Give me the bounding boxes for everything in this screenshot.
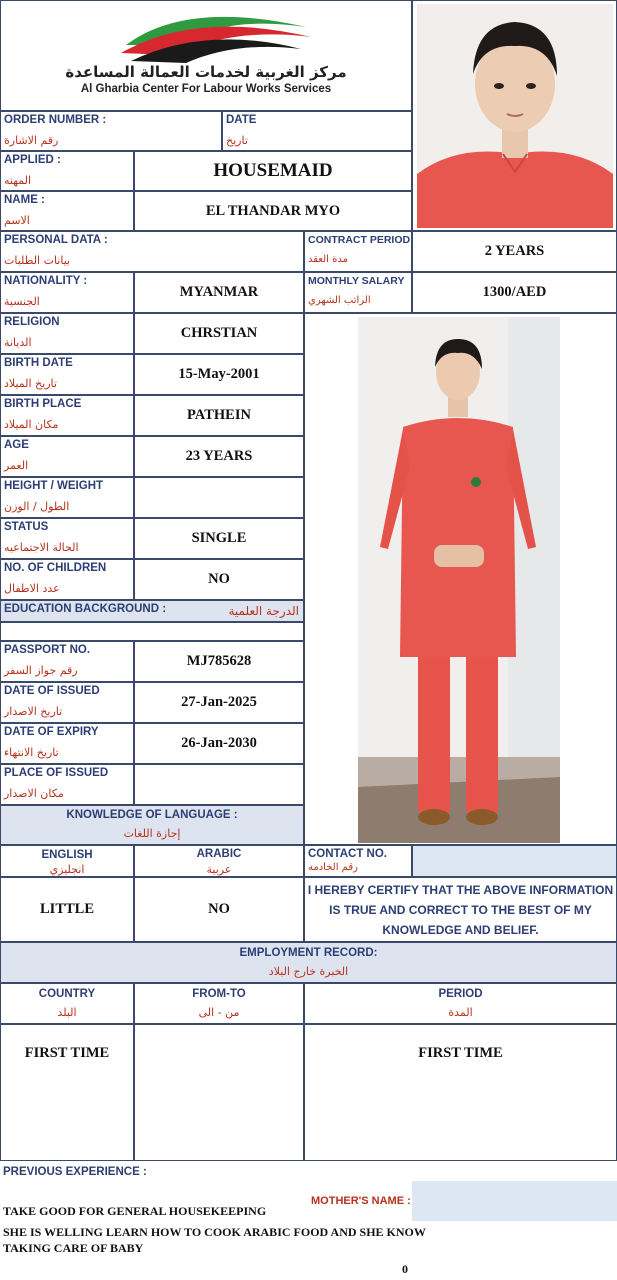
name-label-ar: الاسم <box>4 214 30 227</box>
age-value: 23 YEARS <box>185 448 253 464</box>
passport-label-cell <box>0 641 134 682</box>
mother-name-value <box>412 1181 617 1221</box>
order-number-label-ar: رقم الاشارة <box>4 134 59 147</box>
birth-place-label-ar: مكان الميلاد <box>4 418 59 431</box>
personal-data-cell <box>0 231 304 272</box>
previous-line-2: SHE IS WELLING LEARN HOW TO COOK ARABIC FOOD AND SHE KNOW <box>3 1225 426 1239</box>
employment-label: EMPLOYMENT RECORD: <box>239 947 378 959</box>
passport-label: PASSPORT NO. <box>4 644 91 656</box>
status-label-ar: الحالة الاجتماعيه <box>4 541 79 554</box>
period-label: PERIOD <box>438 988 483 1000</box>
period-value-cell <box>304 1024 617 1161</box>
english-label-ar: انجليزي <box>49 863 85 876</box>
birth-date-label: BIRTH DATE <box>4 357 73 369</box>
order-number-cell <box>0 111 222 151</box>
age-label-cell <box>0 436 134 477</box>
issued-label-ar: تاريخ الاصدار <box>4 705 63 718</box>
country-header-cell <box>0 983 134 1024</box>
place-issued-label-ar: مكان الاصدار <box>4 787 64 800</box>
place-issued-label-cell <box>0 764 134 805</box>
nationality-label: NATIONALITY : <box>4 275 88 287</box>
applied-value: HOUSEMAID <box>213 160 333 181</box>
fromto-header-cell <box>134 983 304 1024</box>
height-label-cell <box>0 477 134 518</box>
children-label-cell <box>0 559 134 600</box>
arabic-value: NO <box>208 901 230 917</box>
passport-value-cell <box>134 641 304 682</box>
issued-value: 27-Jan-2025 <box>181 694 257 710</box>
arabic-label: ARABIC <box>196 848 242 860</box>
birth-place-value: PATHEIN <box>187 407 251 423</box>
status-label-cell <box>0 518 134 559</box>
org-name-english: Al Gharbia Center For Labour Works Services <box>80 83 332 95</box>
children-label: NO. OF CHILDREN <box>4 562 107 574</box>
birth-place-label: BIRTH PLACE <box>4 398 82 410</box>
period-value: FIRST TIME <box>418 1045 503 1061</box>
salary-label: MONTHLY SALARY <box>308 275 405 287</box>
salary-label-cell <box>304 272 412 313</box>
nationality-value-cell <box>134 272 304 313</box>
religion-label: RELIGION <box>4 316 60 328</box>
name-value: EL THANDAR MYO <box>205 202 341 219</box>
height-label-ar: الطول / الوزن <box>4 500 70 513</box>
previous-experience-label: PREVIOUS EXPERIENCE : <box>3 1166 147 1178</box>
order-number-value <box>1 112 221 150</box>
expiry-label-ar: تاريخ الانتهاء <box>4 746 59 759</box>
birth-date-label-ar: تاريخ الميلاد <box>4 377 57 390</box>
issued-label-cell <box>0 682 134 723</box>
contact-value-cell <box>412 845 617 877</box>
name-label-cell <box>0 191 134 231</box>
passport-value: MJ785628 <box>186 653 252 669</box>
place-issued-label: PLACE OF ISSUED <box>4 767 109 779</box>
country-value-cell <box>0 1024 134 1161</box>
full-body-photo <box>358 317 560 843</box>
period-header-cell <box>304 983 617 1024</box>
previous-line-1: TAKE GOOD FOR GENERAL HOUSEKEEPING <box>3 1204 267 1218</box>
issued-label: DATE OF ISSUED <box>4 685 100 697</box>
education-label-ar: الدرجة العلمية <box>228 604 299 618</box>
english-header-cell <box>0 845 134 877</box>
applied-label: APPLIED : <box>4 154 61 166</box>
passport-label-ar: رقم جواز السفر <box>4 664 78 677</box>
contract-value: 2 YEARS <box>484 243 545 259</box>
fromto-label: FROM-TO <box>192 988 246 1000</box>
expiry-label-cell <box>0 723 134 764</box>
org-name-arabic: مركز الغربية لخدمات العمالة المساعدة <box>65 63 347 81</box>
education-header-cell <box>0 600 304 622</box>
arabic-value-cell <box>134 877 304 942</box>
status-value-cell <box>134 518 304 559</box>
portrait-photo-cell <box>412 0 617 231</box>
religion-value: CHRSTIAN <box>180 325 258 341</box>
expiry-value-cell <box>134 723 304 764</box>
certify-line-1: I HEREBY CERTIFY THAT THE ABOVE INFORMATION <box>307 883 614 897</box>
previous-line-3: TAKING CARE OF BABY <box>3 1241 144 1255</box>
date-value <box>223 112 411 150</box>
full-body-photo-cell <box>304 313 617 845</box>
contract-label-ar: مدة العقد <box>308 254 348 265</box>
language-label: KNOWLEDGE OF LANGUAGE : <box>66 809 238 821</box>
place-issued-value-cell <box>134 764 304 805</box>
fromto-value-cell <box>134 1024 304 1161</box>
employment-header-cell <box>0 942 617 983</box>
personal-data-label: PERSONAL DATA : <box>4 234 108 246</box>
language-label-ar: إجازة اللغات <box>123 827 181 840</box>
certify-line-3: KNOWLEDGE AND BELIEF. <box>382 923 539 937</box>
date-label: DATE <box>226 114 257 126</box>
birth-place-value-cell <box>134 395 304 436</box>
period-label-ar: المدة <box>448 1006 473 1019</box>
logo-flag-swoosh-icon <box>116 5 316 65</box>
mother-name-value-cell <box>412 1181 617 1221</box>
religion-label-cell <box>0 313 134 354</box>
header-logo-cell <box>0 0 412 111</box>
fromto-label-ar: من - الى <box>198 1006 240 1019</box>
children-label-ar: عدد الاطفال <box>4 582 60 595</box>
contract-value-cell <box>412 231 617 272</box>
english-value: LITTLE <box>40 901 94 917</box>
height-value <box>135 478 303 517</box>
contract-label-cell <box>304 231 412 272</box>
salary-value: 1300/AED <box>482 284 547 300</box>
personal-data-label-ar: بيانات الطلبات <box>4 254 71 267</box>
religion-label-ar: الديانة <box>4 336 32 349</box>
certify-line-2: IS TRUE AND CORRECT TO THE BEST OF MY <box>329 903 592 917</box>
arabic-header-cell <box>134 845 304 877</box>
nationality-label-ar: الجنسية <box>4 295 40 308</box>
age-label-ar: العمر <box>4 459 29 472</box>
age-value-cell <box>134 436 304 477</box>
country-label-ar: البلد <box>57 1006 77 1019</box>
height-label: HEIGHT / WEIGHT <box>4 480 104 492</box>
issued-value-cell <box>134 682 304 723</box>
name-value-cell <box>134 191 412 231</box>
contact-value <box>413 846 616 876</box>
mother-name-label: MOTHER'S NAME : <box>311 1195 411 1207</box>
footer-number: 0 <box>402 1262 408 1276</box>
name-label: NAME : <box>4 194 45 206</box>
birth-date-label-cell <box>0 354 134 395</box>
employment-label-ar: الخبرة خارج البلاد <box>268 965 349 978</box>
birth-date-value: 15-May-2001 <box>178 366 260 382</box>
children-value-cell <box>134 559 304 600</box>
applied-label-ar: المهنه <box>4 174 32 187</box>
education-label: EDUCATION BACKGROUND : <box>4 603 167 615</box>
religion-value-cell <box>134 313 304 354</box>
contract-label: CONTRACT PERIOD <box>308 234 411 246</box>
contact-label-cell <box>304 845 412 877</box>
height-value-cell <box>134 477 304 518</box>
place-issued-value <box>135 765 303 804</box>
arabic-label-ar: عربية <box>206 863 232 876</box>
date-label-ar: تاريخ <box>226 134 248 147</box>
country-value: FIRST TIME <box>24 1045 110 1061</box>
country-label: COUNTRY <box>38 988 96 1000</box>
age-label: AGE <box>4 439 29 451</box>
status-value: SINGLE <box>191 530 247 546</box>
status-label: STATUS <box>4 521 49 533</box>
children-value: NO <box>208 571 230 587</box>
salary-value-cell <box>412 272 617 313</box>
expiry-label: DATE OF EXPIRY <box>4 726 99 738</box>
english-label: ENGLISH <box>41 849 93 861</box>
nationality-value: MYANMAR <box>179 284 259 300</box>
nationality-label-cell <box>0 272 134 313</box>
contact-label: CONTACT NO. <box>308 848 388 860</box>
birth-date-value-cell <box>134 354 304 395</box>
birth-place-label-cell <box>0 395 134 436</box>
contact-label-ar: رقم الخادمه <box>308 862 358 873</box>
language-header-cell <box>0 805 304 845</box>
education-value-cell <box>0 622 304 641</box>
salary-label-ar: الراتب الشهري <box>308 295 371 306</box>
applied-label-cell <box>0 151 134 191</box>
expiry-value: 26-Jan-2030 <box>181 735 257 751</box>
english-value-cell <box>0 877 134 942</box>
portrait-photo <box>417 4 613 228</box>
date-cell <box>222 111 412 151</box>
applied-value-cell <box>134 151 412 191</box>
order-number-label: ORDER NUMBER : <box>4 114 107 126</box>
certify-cell <box>304 877 617 942</box>
